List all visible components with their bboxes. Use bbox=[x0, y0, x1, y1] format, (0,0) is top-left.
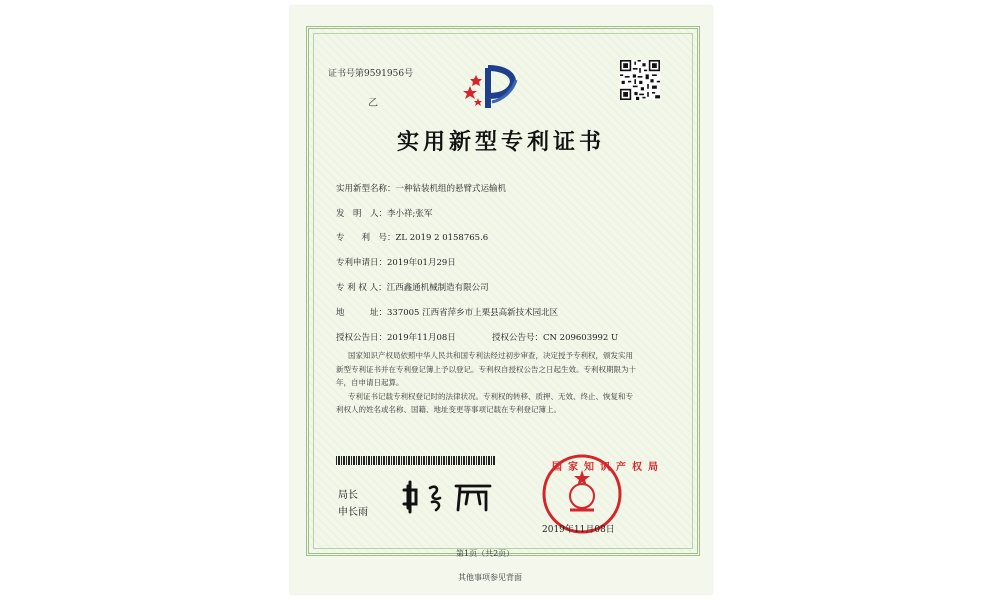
body-paragraph-line: 国家知识产权局依照中华人民共和国专利法经过初步审查，决定授予专利权，颁发实用 bbox=[348, 351, 633, 360]
field-value: 江西鑫通机械制造有限公司 bbox=[386, 283, 489, 293]
field-name bbox=[336, 182, 506, 194]
certificate-number: 证书号第9591956号 bbox=[328, 69, 414, 79]
field-label: 专 利 权 人： bbox=[336, 283, 387, 293]
director-signature bbox=[400, 478, 500, 514]
field-value: CN 209603992 U bbox=[543, 333, 619, 343]
barcode bbox=[336, 456, 496, 465]
field-patent-number bbox=[336, 231, 488, 243]
field-value: 2019年01月29日 bbox=[387, 258, 456, 268]
cnipa-logo-icon bbox=[462, 62, 524, 112]
field-value: 一种钻装机组的悬臂式运输机 bbox=[395, 184, 507, 194]
field-label: 授权公告号： bbox=[492, 333, 544, 343]
field-label: 地 址： bbox=[336, 308, 388, 318]
seal-text: 国家知识产权局 bbox=[552, 462, 664, 473]
field-grant-number bbox=[492, 331, 618, 343]
body-paragraph-line: 年，自申请日起算。 bbox=[336, 378, 404, 387]
field-label: 专 利 号： bbox=[336, 233, 396, 243]
field-value: 337005 江西省萍乡市上栗县高新技术园北区 bbox=[387, 308, 559, 318]
body-paragraph-line: 利权人的姓名或名称、国籍、地址变更等事项记载在专利登记簿上。 bbox=[336, 405, 561, 414]
field-value: 李小祥;张军 bbox=[387, 209, 433, 219]
field-value: 2019年11月08日 bbox=[387, 333, 456, 343]
director-name: 申长雨 bbox=[338, 507, 368, 518]
field-inventor bbox=[336, 207, 432, 219]
field-label: 授权公告日： bbox=[336, 333, 388, 343]
qr-code-icon bbox=[620, 60, 660, 100]
body-paragraph-line: 新型专利证书并在专利登记簿上予以登记。专利权自授权公告之日起生效。专利权期限为十 bbox=[336, 365, 636, 374]
field-address bbox=[336, 306, 558, 318]
field-label: 专利申请日： bbox=[336, 258, 388, 268]
field-label: 实用新型名称： bbox=[336, 184, 396, 194]
director-title: 局长 bbox=[338, 490, 358, 501]
field-grant-date bbox=[336, 331, 456, 343]
field-value: ZL 2019 2 0158765.6 bbox=[395, 233, 489, 243]
footer-note: 其他事项参见背面 bbox=[458, 573, 522, 582]
certificate-title: 实用新型专利证书 bbox=[396, 129, 605, 155]
handwritten-mark: 乙 bbox=[368, 98, 378, 109]
field-label: 发 明 人： bbox=[336, 209, 388, 219]
seal-date: 2019年11月08日 bbox=[542, 525, 615, 535]
field-application-date bbox=[336, 256, 456, 268]
page-info: 第1页（共2页） bbox=[456, 549, 515, 558]
body-paragraph-line: 专利证书记载专利权登记时的法律状况。专利权的转移、质押、无效、终止、恢复和专 bbox=[348, 392, 633, 401]
field-patentee bbox=[336, 281, 489, 293]
